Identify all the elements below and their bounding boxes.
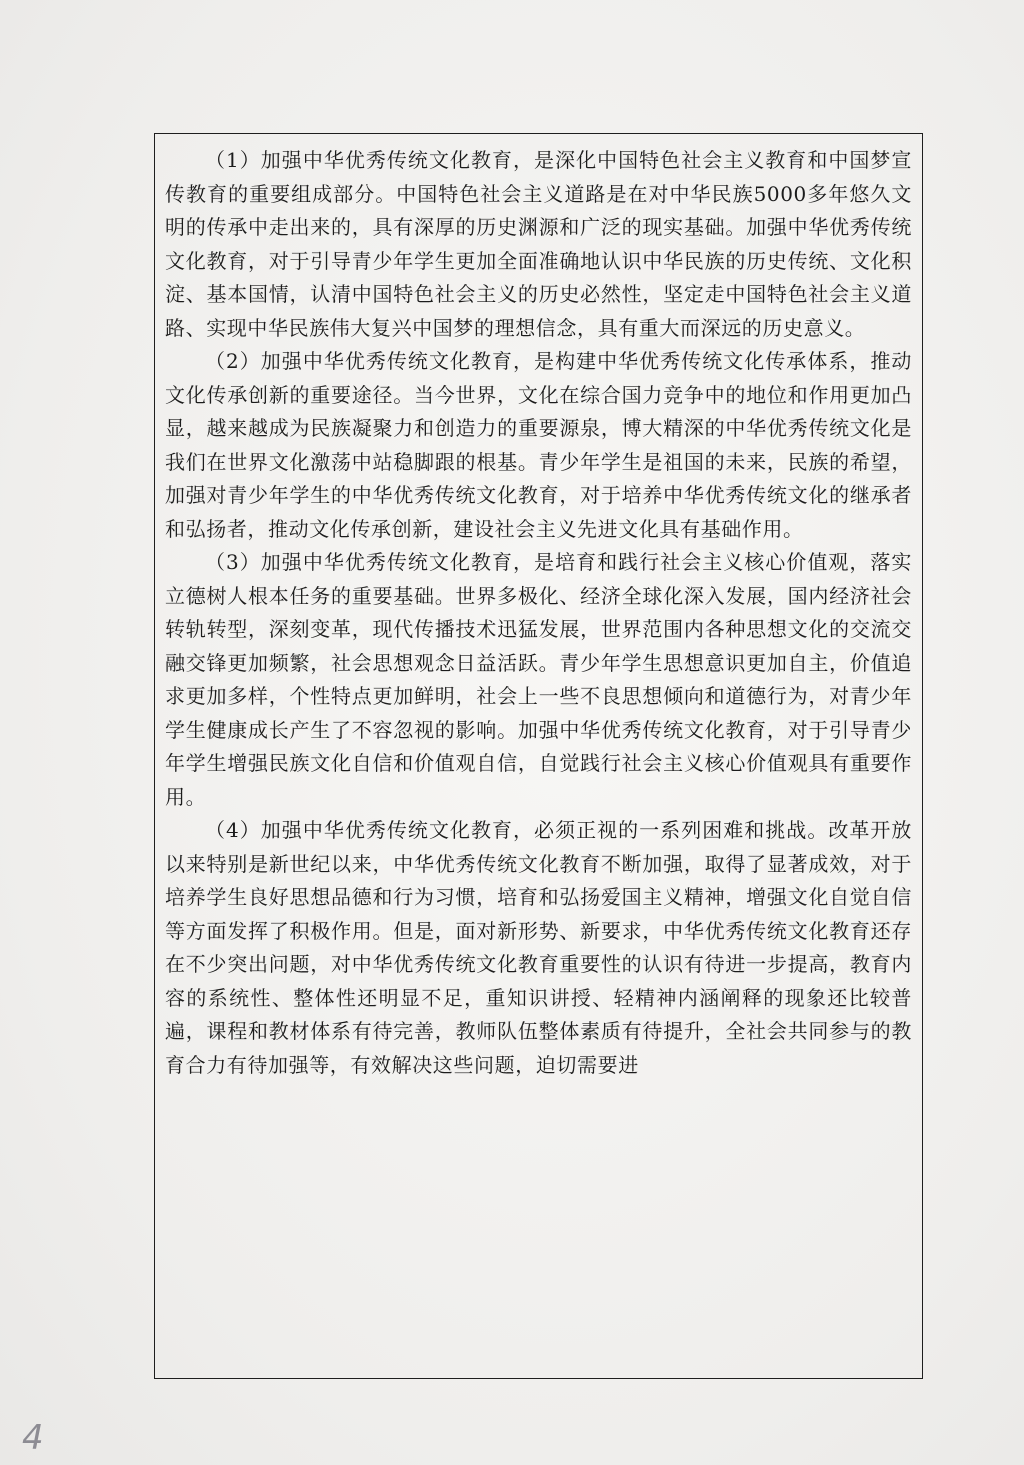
paragraph-2: （2）加强中华优秀传统文化教育，是构建中华优秀传统文化传承体系，推动文化传承创新的重要途径。当今世界，文化在综合国力竞争中的地位和作用更加凸显，越来越成为民族凝聚力和创造力的重要源泉，博大精深的中华优秀传统文化是我们在世界文化激荡中站稳脚跟的根基。青少年学生是祖国的未来，民族的希望，加强对青少年学生的中华优秀传统文化教育，对于培养中华优秀传统文化的继承者和弘扬者，推动文化传承创新，建设社会主义先进文化具有基础作用。 [165,349,912,541]
paragraph-1: （1）加强中华优秀传统文化教育，是深化中国特色社会主义教育和中国梦宣传教育的重要组成部分。中国特色社会主义道路是在对中华民族5000多年悠久文明的传承中走出来的，具有深厚的历史渊源和广泛的现实基础。加强中华优秀传统文化教育，对于引导青少年学生更加全面准确地认识中华民族的历史传统、文化积淀、基本国情，认清中国特色社会主义的历史必然性，坚定走中国特色社会主义道路、实现中华民族伟大复兴中国梦的理想信念，具有重大而深远的历史意义。 [165,148,912,340]
handwritten-page-number: 4 [22,1418,44,1458]
paragraph-3: （3）加强中华优秀传统文化教育，是培育和践行社会主义核心价值观，落实立德树人根本任务的重要基础。世界多极化、经济全球化深入发展，国内经济社会转轨转型，深刻变革，现代传播技术迅猛发展，世界范围内各种思想文化的交流交融交锋更加频繁，社会思想观念日益活跃。青少年学生思想意识更加自主，价值追求更加多样，个性特点更加鲜明，社会上一些不良思想倾向和道德行为，对青少年学生健康成长产生了不容忽视的影响。加强中华优秀传统文化教育，对于引导青少年学生增强民族文化自信和价值观自信，自觉践行社会主义核心价值观具有重要作用。 [165,550,912,809]
bordered-text-frame [154,133,923,1379]
paragraph-4: （4）加强中华优秀传统文化教育，必须正视的一系列困难和挑战。改革开放以来特别是新世纪以来，中华优秀传统文化教育不断加强，取得了显著成效，对于培养学生良好思想品德和行为习惯，培育和弘扬爱国主义精神，增强文化自觉自信等方面发挥了积极作用。但是，面对新形势、新要求，中华优秀传统文化教育还存在不少突出问题，对中华优秀传统文化教育重要性的认识有待进一步提高，教育内容的系统性、整体性还明显不足，重知识讲授、轻精神内涵阐释的现象还比较普遍，课程和教材体系有待完善，教师队伍整体素质有待提升，全社会共同参与的教育合力有待加强等，有效解决这些问题，迫切需要进 [165,818,912,1077]
